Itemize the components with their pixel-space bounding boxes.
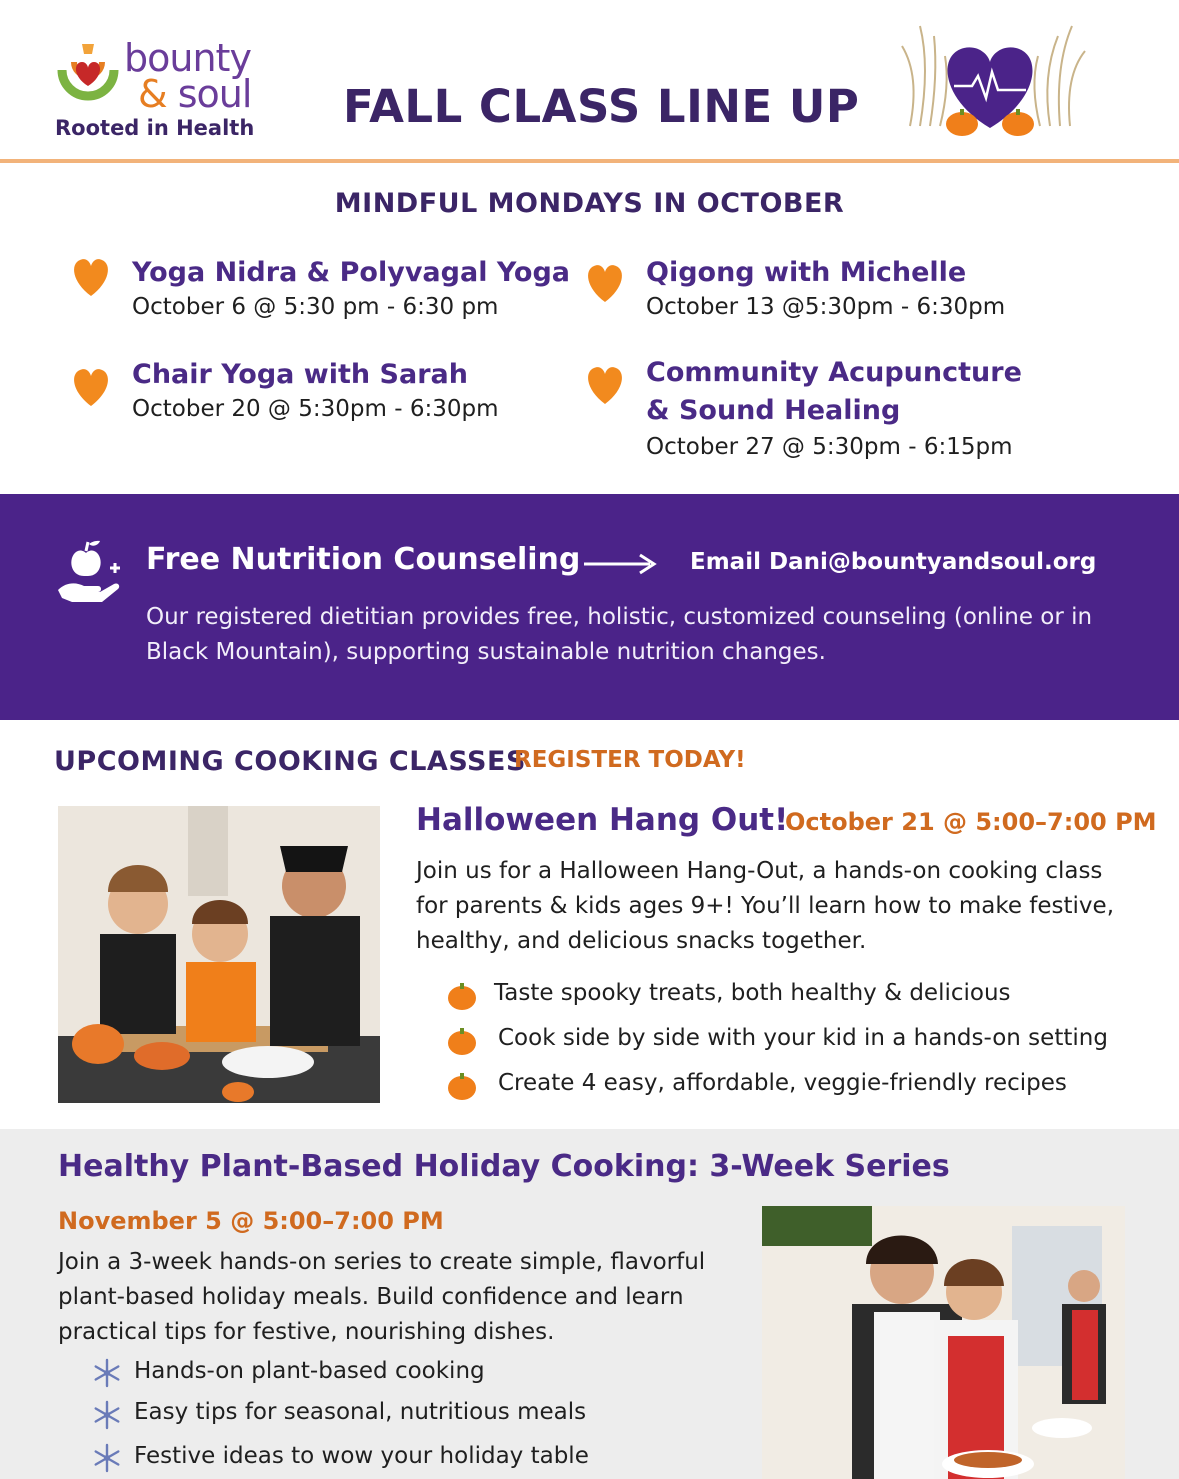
snowflake-icon bbox=[92, 1358, 122, 1388]
halloween-bullet bbox=[446, 1025, 1126, 1057]
class-title: Yoga Nidra & Polyvagal Yoga bbox=[132, 257, 571, 288]
halloween-bullet-text: Create 4 easy, affordable, veggie-friendly recipes bbox=[498, 1070, 1067, 1096]
heart-icon bbox=[68, 364, 114, 408]
nutrition-description: Our registered dietitian provides free, holistic, customized counseling (online or in Black Mountain), supporting sustainable nutrition changes. bbox=[146, 604, 1093, 665]
header bbox=[0, 0, 1179, 160]
halloween-event-description: Join us for a Halloween Hang-Out, a hands-on cooking class for parents & kids ages 9+! You’ll learn how to make festive, healthy, and delicious snacks together. bbox=[416, 858, 1115, 954]
class-date: October 20 @ 5:30pm - 6:30pm bbox=[132, 396, 499, 422]
class-title: Qigong with Michelle bbox=[646, 257, 967, 288]
register-today-link[interactable]: REGISTER TODAY! bbox=[514, 747, 746, 773]
logo-heart-icon bbox=[52, 40, 124, 112]
mindful-mondays-heading: MINDFUL MONDAYS IN OCTOBER bbox=[334, 188, 845, 219]
logo-word-bounty: bounty bbox=[124, 36, 251, 80]
heart-icon bbox=[582, 362, 628, 406]
class-date: October 6 @ 5:30 pm - 6:30 pm bbox=[132, 294, 499, 320]
class-title-line1: Community Acupuncture bbox=[646, 357, 1022, 388]
class-date: October 27 @ 5:30pm - 6:15pm bbox=[646, 434, 1013, 460]
holiday-bullet-text: Hands-on plant-based cooking bbox=[134, 1358, 485, 1384]
class-item[interactable] bbox=[68, 356, 548, 436]
logo[interactable] bbox=[48, 34, 268, 149]
heart-icon bbox=[68, 254, 114, 298]
cooking-classes-heading: UPCOMING COOKING CLASSES bbox=[54, 746, 526, 777]
halloween-bullet-text: Cook side by side with your kid in a hands-on setting bbox=[498, 1025, 1108, 1051]
nutrition-email-link[interactable]: Email Dani@bountyandsoul.org bbox=[690, 549, 1097, 575]
holiday-bullet-text: Festive ideas to wow your holiday table bbox=[134, 1443, 589, 1469]
logo-ampersand: & bbox=[138, 72, 167, 116]
class-item[interactable] bbox=[582, 354, 1062, 474]
class-item[interactable] bbox=[582, 254, 1062, 334]
class-item[interactable] bbox=[68, 254, 571, 334]
holiday-series-title: Healthy Plant-Based Holiday Cooking: 3-Week Series bbox=[58, 1149, 950, 1184]
pumpkin-icon bbox=[446, 1070, 478, 1102]
arrow-right-icon bbox=[582, 552, 658, 576]
class-title-line2: & Sound Healing bbox=[646, 395, 901, 426]
apple-hand-icon bbox=[54, 536, 124, 608]
pumpkin-icon bbox=[446, 1025, 478, 1057]
logo-word-soul bbox=[138, 72, 251, 116]
heart-icon bbox=[582, 260, 628, 304]
heartbeat-heart-icon bbox=[890, 6, 1090, 140]
halloween-bullet-text: Taste spooky treats, both healthy & delicious bbox=[494, 980, 1011, 1006]
nutrition-banner bbox=[0, 494, 1179, 720]
halloween-event-title: Halloween Hang Out! bbox=[416, 802, 789, 838]
class-date: October 13 @5:30pm - 6:30pm bbox=[646, 294, 1006, 320]
holiday-series-date: November 5 @ 5:00–7:00 PM bbox=[58, 1207, 444, 1235]
nutrition-title: Free Nutrition Counseling bbox=[146, 542, 581, 577]
halloween-event-date: October 21 @ 5:00–7:00 PM bbox=[785, 808, 1157, 836]
header-divider bbox=[0, 159, 1179, 163]
adults-cooking-photo bbox=[762, 1206, 1125, 1479]
holiday-series-panel bbox=[0, 1129, 1179, 1479]
page-title: FALL CLASS LINE UP bbox=[343, 80, 860, 133]
pumpkin-icon bbox=[446, 980, 478, 1012]
class-title: Chair Yoga with Sarah bbox=[132, 359, 468, 390]
kids-cooking-photo bbox=[58, 806, 380, 1103]
holiday-bullet-text: Easy tips for seasonal, nutritious meals bbox=[134, 1399, 587, 1425]
snowflake-icon bbox=[92, 1443, 122, 1473]
holiday-series-description: Join a 3-week hands-on series to create simple, flavorful plant-based holiday meals. Build confidence and learn practical tips for festive, nourishing dishes. bbox=[58, 1249, 706, 1345]
snowflake-icon bbox=[92, 1400, 122, 1430]
logo-soul-text: soul bbox=[177, 72, 252, 116]
halloween-bullet bbox=[446, 980, 1086, 1012]
halloween-bullet bbox=[446, 1070, 1086, 1102]
logo-tagline: Rooted in Health bbox=[55, 116, 255, 140]
